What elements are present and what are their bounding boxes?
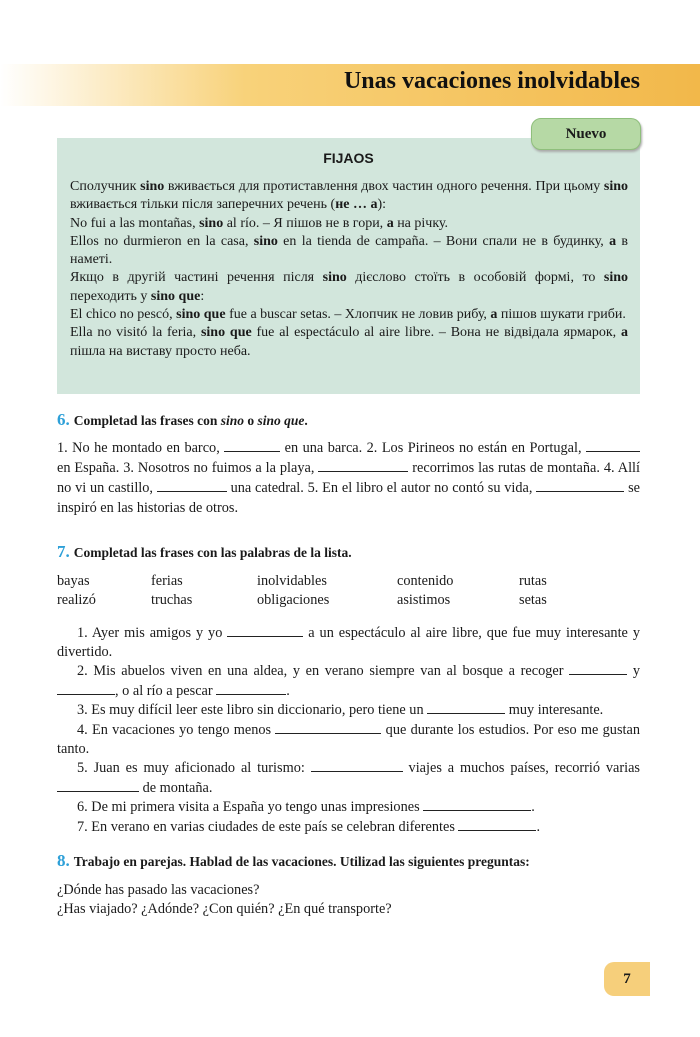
exercise-6-text: 1. No he montado en barco, en una barca. 2. Los Pirineos no están en Portugal, en España. 3. Nosotros no fuimos a la playa, recorrimos las rutas de montaña. 4. Allí no vi un castillo, una catedral. 5. En el libro el autor no contó su vida, se inspiró en las historias de otros.: [57, 440, 640, 516]
sentence-5: 5. Juan es muy aficionado al turismo: viajes a muchos países, recorrió varias de montaña.: [57, 758, 640, 797]
exercise-6-heading: 6. Completad las frases con sino o sino que.: [57, 410, 308, 429]
sentence-7: 7. En verano en varias ciudades de este país se celebran diferentes .: [77, 818, 541, 835]
sentence-2: 2. Mis abuelos viven en una aldea, y en verano siempre van al bosque a recoger y , o al río a pescar .: [57, 661, 640, 700]
answer-blank[interactable]: [275, 720, 381, 734]
title-banner: [0, 64, 700, 106]
answer-blank[interactable]: [458, 817, 536, 831]
sentence-6: 6. De mi primera visita a España yo tengo unas impresiones .: [77, 799, 535, 816]
answer-blank[interactable]: [216, 681, 286, 695]
exercise-8-heading: 8. Trabajo en parejas. Hablad de las vacaciones. Utilizad las siguientes preguntas:: [57, 851, 530, 870]
answer-blank[interactable]: [318, 458, 408, 472]
word-item: contenido: [397, 573, 454, 589]
grammar-example-4: Ella no visitó la feria, sino que fue al espectáculo al aire libre. – Вона не відвідала ярмарок, а пішла на виставу просто неба.: [70, 325, 628, 359]
grammar-box: [57, 138, 640, 394]
answer-blank[interactable]: [57, 778, 139, 792]
word-item: inolvidables: [257, 573, 327, 589]
answer-blank[interactable]: [157, 478, 227, 492]
exercise-number: 8.: [57, 851, 70, 870]
answer-blank[interactable]: [311, 758, 403, 772]
word-item: asistimos: [397, 591, 451, 608]
answer-blank[interactable]: [227, 623, 303, 637]
grammar-example-2: Ellos no durmieron en la casa, sino en la tienda de campaña. – Вони спали не в будинку, а в наметі.: [70, 233, 628, 268]
word-list: [57, 572, 640, 609]
word-item: obligaciones: [257, 591, 330, 608]
word-item: rutas: [519, 573, 547, 589]
exercise-7: [57, 542, 640, 837]
exercise-7-heading: 7. Completad las frases con las palabras de la lista.: [57, 542, 352, 561]
exercise-8-questions: [57, 881, 640, 919]
sentence-3: 3. Es muy difícil leer este libro sin diccionario, pero tiene un muy interesante.: [77, 702, 604, 719]
question-1: ¿Dónde has pasado las vacaciones?: [57, 882, 260, 898]
page-number: 7: [604, 962, 650, 996]
nuevo-badge: Nuevo: [531, 118, 641, 150]
answer-blank[interactable]: [427, 700, 505, 714]
word-item: bayas: [57, 573, 90, 589]
page-title: Unas vacaciones inolvidables: [343, 68, 640, 94]
answer-blank[interactable]: [586, 438, 640, 452]
sentence-4: 4. En vacaciones yo tengo menos que durante los estudios. Por eso me gustan tanto.: [57, 721, 640, 757]
grammar-example-1: No fui a las montañas, sino al río. – Я пішов не в гори, а на річку.: [70, 215, 449, 231]
grammar-box-heading: FIJAOS: [323, 150, 374, 166]
exercise-6: [57, 410, 640, 518]
exercise-number: 6.: [57, 410, 70, 429]
sentence-1: 1. Ayer mis amigos y yo a un espectáculo al aire libre, que fue muy interesante y divertido.: [57, 625, 640, 660]
word-item: setas: [519, 591, 547, 608]
answer-blank[interactable]: [224, 438, 280, 452]
grammar-rule-1: Сполучник sino вживається для протиставлення двох частин одного речення. При цьому sino вживається тільки після заперечних речень (не … а):: [70, 179, 628, 213]
grammar-example-3: El chico no pescó, sino que fue a buscar setas. – Хлопчик не ловив рибу, а пішов шукати гриби.: [70, 307, 626, 323]
exercise-7-sentences: [57, 623, 640, 837]
word-item: truchas: [151, 591, 193, 608]
answer-blank[interactable]: [536, 478, 624, 492]
answer-blank[interactable]: [57, 681, 115, 695]
grammar-rule-2: Якщо в другій частині речення після sino дієслово стоїть в особовій формі, то sino переходить у sino que:: [70, 270, 629, 304]
grammar-box-text: [70, 178, 628, 361]
word-item: realizó: [57, 591, 96, 608]
answer-blank[interactable]: [569, 661, 627, 675]
exercise-number: 7.: [57, 542, 70, 561]
question-2: ¿Has viajado? ¿Adónde? ¿Con quién? ¿En qué transporte?: [57, 901, 392, 918]
answer-blank[interactable]: [423, 797, 531, 811]
word-item: ferias: [151, 573, 183, 589]
exercise-8: [57, 852, 640, 919]
